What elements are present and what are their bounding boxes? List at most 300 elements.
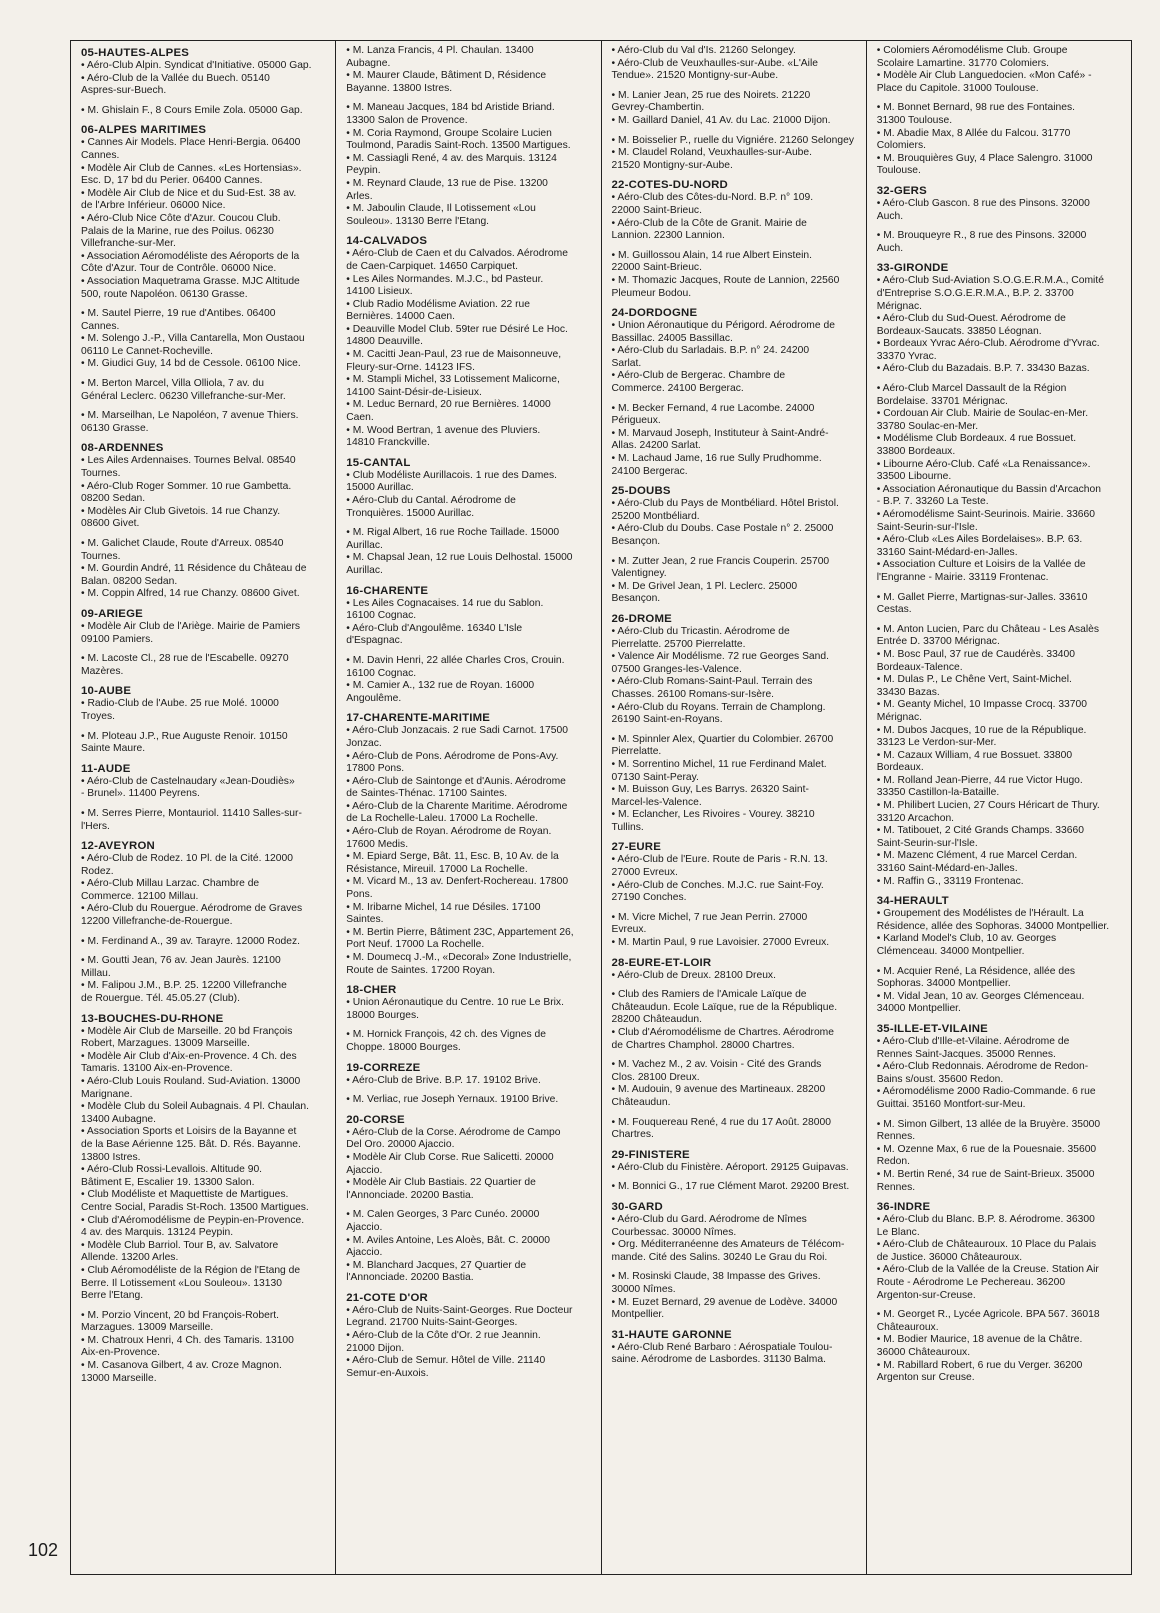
entry-line: Allende. 13200 Arles. — [81, 1252, 179, 1264]
department-heading: 26-DROME — [611, 612, 672, 625]
entry-line: Clos. 28100 Dreux. — [611, 1071, 700, 1083]
entry-line: 4 av. des Marquis. 13124 Peypin. — [81, 1227, 234, 1239]
entry-line: Colomiers. — [876, 140, 926, 152]
entry-line: • Modélisme Club Bordeaux. 4 rue Bossuet. — [876, 433, 1077, 445]
entry-group — [877, 45, 1125, 95]
entry-line: Scolaire Lamartine. 31770 Colomiers. — [876, 57, 1050, 69]
entry-line: • Modèle Club du Soleil Aubagnais. 4 Pl. Chaulan. — [81, 1101, 309, 1113]
entry-group — [877, 198, 1125, 223]
entry-line: Aspres-sur-Buech. — [81, 85, 167, 97]
entry-line: Pierrelatte. 25700 Pierrelatte. — [611, 638, 746, 650]
entry-group — [612, 90, 860, 128]
entry-line: 24100 Bergerac. — [611, 465, 688, 477]
entry-line: • Association Aéronautique du Bassin d'Arcachon — [876, 483, 1101, 495]
entry-line: Rennes Saint-Jacques. 35000 Rennes. — [876, 1048, 1056, 1060]
entry-line: 18000 Bourges. — [346, 1009, 419, 1021]
entry-group — [877, 102, 1125, 178]
entry-line: • Aéro-Club de Rodez. 10 Pl. de la Cité. 12000 — [81, 853, 293, 865]
entry-line: • M. Leduc Bernard, 20 rue Bernières. 14000 — [346, 399, 551, 411]
entry-line: Saint-Seurin-sur-l'Isle. — [876, 837, 978, 849]
entry-line: • M. Solengo J.-P., Villa Cantarella, Mon Oustaou — [81, 333, 305, 345]
entry-line: • Modèle Air Club de Marseille. 20 bd François — [81, 1025, 293, 1037]
entry-line: • M. Davin Henri, 22 allée Charles Cros, Crouin. — [346, 654, 565, 666]
entry-line: Pleumeur Bodou. — [611, 287, 692, 299]
entry-line: • M. Goutti Jean, 76 av. Jean Jaurès. 12100 — [81, 955, 281, 967]
entry-line: • Club Aéromodéliste de la Région de l'Etang de — [81, 1264, 301, 1276]
department-heading: 13-BOUCHES-DU-RHONE — [81, 1012, 224, 1025]
entry-group — [81, 776, 329, 801]
entry-group — [81, 955, 329, 1005]
entry-line: Saintes. — [346, 914, 384, 926]
entry-line: • M. Rosinski Claude, 38 Impasse des Grives. — [611, 1271, 821, 1283]
entry-line: Bains s/oust. 35600 Redon. — [876, 1073, 1004, 1085]
entry-line: • Aéro-Club du Finistère. Aéroport. 29125 Guipavas. — [611, 1161, 849, 1173]
entry-line: • M. Claudel Roland, Veuxhaulles-sur-Aube. — [611, 147, 812, 159]
entry-line: 13000 Marseille. — [81, 1372, 157, 1384]
entry-line: • Aéro-Club Alpin. Syndicat d'Initiative. 05000 Gap. — [81, 60, 312, 71]
entry-line: • Aéro-Club de Saintonge et d'Aunis. Aérodrome — [346, 775, 566, 787]
entry-line: 21520 Montigny-sur-Aube. — [611, 159, 733, 171]
entry-line: • M. Calen Georges, 3 Parc Cunéo. 20000 — [346, 1209, 540, 1221]
entry-line: • Aéro-Club du Gard. Aérodrome de Nîmes — [611, 1213, 807, 1225]
entry-line: Bassillac. 24005 Bassillac. — [611, 332, 733, 344]
department-heading: 11-AUDE — [81, 762, 131, 775]
entry-line: • Les Ailes Cognacaises. 14 rue du Sablon. — [346, 597, 544, 609]
entry-line: Cannes. — [81, 320, 120, 332]
entry-line: • Groupement des Modélistes de l'Hérault. La — [876, 908, 1084, 920]
entry-line: • Aéro-Club de l'Eure. Route de Paris - R.N. 13. — [611, 854, 828, 866]
entry-line: • M. Bonnet Bernard, 98 rue des Fontaines. — [876, 102, 1075, 114]
entry-group — [346, 45, 594, 95]
entry-group — [81, 105, 329, 118]
entry-line: • M. Reynard Claude, 13 rue de Pise. 13200 — [346, 177, 548, 189]
entry-line: Clémenceau. 34000 Montpellier. — [876, 946, 1025, 957]
entry-group — [612, 250, 860, 300]
entry-line: • Aéro-Club du Bazadais. B.P. 7. 33430 Bazas. — [876, 363, 1090, 375]
entry-line: Bayanne. 13800 Istres. — [346, 82, 453, 94]
entry-line: Toulouse. — [876, 165, 921, 177]
entry-line: Sophoras. 34000 Montpellier. — [876, 978, 1011, 990]
entry-group — [81, 698, 329, 723]
entry-line: 33350 Castillon-la-Bataille. — [876, 787, 1000, 799]
entry-line: Guittai. 35160 Montfort-sur-Meu. — [876, 1098, 1026, 1110]
entry-line: Commerce. 12100 Millau. — [81, 890, 199, 902]
entry-line: • M. Coppin Alfred, 14 rue Chanzy. 08600 Givet. — [81, 588, 300, 600]
entry-line: • M. Stampli Michel, 33 Lotissement Malicorne, — [346, 374, 560, 386]
department-heading: 05-HAUTES-ALPES — [81, 47, 190, 59]
entry-line: • M. Martin Paul, 9 rue Lavoisier. 27000 Evreux. — [611, 937, 830, 949]
entry-line: 13400 Aubagne. — [81, 1113, 157, 1125]
entry-line: Tournes. — [81, 468, 121, 480]
entry-line: Marignane. — [81, 1088, 133, 1100]
entry-line: Tournes. — [81, 550, 121, 562]
entry-line: Caen. — [346, 412, 374, 424]
entry-line: 31300 Toulouse. — [876, 114, 953, 126]
entry-group — [81, 1310, 329, 1386]
entry-group — [81, 1026, 329, 1303]
entry-line: Tamaris. 13100 Aix-en-Provence. — [81, 1063, 233, 1075]
entry-line: 14100 Lisieux. — [346, 286, 413, 298]
entry-line: • M. Jaboulin Claude, Il Lotissement «Lou — [346, 203, 536, 215]
entry-line: • Club des Ramiers de l'Amicale Laïque de — [611, 989, 807, 1001]
entry-line: l'Annonciade. 20200 Bastia. — [346, 1189, 474, 1201]
entry-group — [612, 403, 860, 479]
entry-line: l'Hers. — [81, 820, 110, 832]
entry-line: Choppe. 18000 Bourges. — [346, 1041, 461, 1053]
entry-line: de La Rochelle-Laleu. 17000 La Rochelle. — [346, 813, 539, 825]
entry-line: 33123 Le Verdon-sur-Mer. — [876, 737, 997, 749]
entry-line: Route - Aérodrome Le Pechereau. 36200 — [876, 1277, 1066, 1289]
entry-line: • Aéro-Club «Les Ailes Bordelaises». B.P. 63. — [876, 534, 1083, 546]
entry-line: • Aéro-Club de Dreux. 28100 Dreux. — [611, 969, 776, 981]
entry-line: Berre l'Etang. — [81, 1290, 144, 1302]
entry-line: • Club d'Aéromodélisme de Chartres. Aérodrome — [611, 1027, 834, 1038]
entry-line: • M. Chatroux Henri, 4 Ch. des Tamaris. 13100 — [81, 1334, 294, 1346]
entry-group — [346, 1127, 594, 1203]
entry-line: 13800 Istres. — [81, 1151, 141, 1163]
entry-line: Bordeaux. — [876, 762, 924, 774]
entry-group — [346, 1094, 594, 1107]
entry-line: Gevrey-Chambertin. — [611, 102, 705, 114]
entry-line: de Rouergue. Tél. 45.05.27 (Club). — [81, 993, 240, 1005]
entry-line: Esc. D, 17 bd du Perier. 06400 Cannes. — [81, 175, 263, 187]
entry-line: Ajaccio. — [346, 1247, 383, 1259]
entry-line: • Aéro-Club du Blanc. B.P. 8. Aérodrome. 36300 — [876, 1214, 1095, 1226]
entry-line: Marzagues. 13009 Marseille. — [81, 1322, 214, 1334]
entry-line: • M. Berton Marcel, Villa Olliola, 7 av. du — [81, 378, 264, 390]
entry-line: • Les Ailes Normandes. M.J.C., bd Pasteur. — [346, 273, 544, 285]
department-heading: 09-ARIEGE — [81, 607, 143, 620]
entry-line: • Aéro-Club de la Corse. Aérodrome de Campo — [346, 1126, 561, 1138]
column-3 — [601, 41, 866, 1574]
entry-line: Pierrelatte. — [611, 746, 662, 758]
entry-line: • M. Doumecq J.-M., «Decoral» Zone Industrielle, — [346, 952, 572, 963]
entry-group — [81, 731, 329, 756]
department-heading: 06-ALPES MARITIMES — [81, 124, 207, 137]
entry-line: Allas. 24200 Sarlat. — [611, 440, 701, 452]
entry-group — [346, 1209, 594, 1285]
entry-group — [877, 966, 1125, 1016]
entry-line: • M. Abadie Max, 8 Allée du Falcou. 31770 — [876, 127, 1071, 139]
department-heading: 15-CANTAL — [346, 456, 411, 469]
entry-line: Balan. 08200 Sedan. — [81, 575, 178, 587]
entry-line: • M. Raffin G., 33119 Frontenac. — [876, 875, 1024, 887]
entry-line: Châteaudun. — [611, 1096, 671, 1108]
entry-line: • M. Dulas P., Le Chêne Vert, Saint-Michel. — [876, 674, 1072, 686]
entry-line: • M. Georget R., Lycée Agricole. BPA 567. 36018 — [876, 1309, 1100, 1321]
entry-group — [346, 1029, 594, 1054]
entry-line: • M. Galichet Claude, Route d'Arreux. 08540 — [81, 538, 284, 549]
entry-line: - B.P. 7. 33260 La Teste. — [876, 496, 989, 508]
entry-line: • Aéro-Club de Semur. Hôtel de Ville. 21140 — [346, 1355, 546, 1367]
entry-line: • Aéro-Club de Bergerac. Chambre de — [611, 370, 786, 382]
entry-line: de l'Arbre Inférieur. 06000 Nice. — [81, 200, 226, 212]
entry-line: Route de Saintes. 17200 Royan. — [346, 964, 496, 976]
entry-line: • Aéro-Club du Sarladais. B.P. n° 24. 24200 — [611, 345, 810, 357]
entry-group — [612, 45, 860, 83]
entry-line: Aurillac. — [346, 564, 383, 576]
entry-line: de Chartres Champhol. 28000 Chartres. — [611, 1039, 795, 1051]
department-heading: 21-COTE D'OR — [346, 1291, 428, 1304]
entry-line: • M. Sautel Pierre, 19 rue d'Antibes. 06400 — [81, 308, 276, 320]
entry-line: • Aéro-Club Nice Côte d'Azur. Coucou Club. — [81, 212, 281, 224]
entry-line: 500, route Napoléon. 06130 Grasse. — [81, 288, 248, 300]
entry-line: • Aéro-Club du Sud-Ouest. Aérodrome de — [876, 313, 1066, 325]
entry-group — [346, 527, 594, 577]
entry-line: • Aéro-Club du Tricastin. Aérodrome de — [611, 625, 790, 637]
entry-line: Bernières. 14000 Caen. — [346, 311, 456, 323]
entry-line: • M. Cazaux William, 4 rue Bossuet. 33800 — [876, 749, 1073, 761]
entry-line: • M. Guillossou Alain, 14 rue Albert Einstein. — [611, 249, 812, 261]
entry-line: Mérignac. — [876, 300, 922, 312]
entry-line: • M. Maurer Claude, Bâtiment D, Résidence — [346, 70, 547, 82]
entry-line: • M. Epiard Serge, Bât. 11, Esc. B, 10 Av. de la — [346, 851, 559, 863]
entry-line: • Aéro-Club Sud-Aviation S.O.G.E.R.M.A., Comité — [876, 275, 1104, 287]
entry-line: Bâtiment E, Escalier 19. 13300 Salon. — [81, 1176, 255, 1188]
entry-line: • M. Simon Gilbert, 13 allée de la Bruyère. 35000 — [876, 1118, 1101, 1130]
department-heading: 19-CORREZE — [346, 1061, 421, 1074]
entry-line: • Modèle Air Club Bastiais. 22 Quartier de — [346, 1177, 536, 1189]
entry-line: • M. Thomazic Jacques, Route de Lannion, 22560 — [611, 274, 840, 286]
entry-line: • Modèle Air Club Languedocien. «Mon Café» - — [876, 70, 1092, 82]
entry-line: • Aéro-Club du Rouergue. Aérodrome de Graves — [81, 903, 303, 915]
entry-line: Auch. — [876, 210, 904, 222]
entry-group — [612, 912, 860, 950]
entry-line: Jonzac. — [346, 737, 382, 749]
department-heading: 12-AVEYRON — [81, 840, 155, 853]
entry-line: • M. Spinnler Alex, Quartier du Colombier. 26700 — [611, 733, 834, 745]
entry-line: 36000 Châteauroux. — [876, 1347, 971, 1359]
entry-line: Evreux. — [611, 924, 647, 936]
entry-line: 26190 Saint-en-Royans. — [611, 714, 723, 726]
entry-group — [81, 308, 329, 371]
entry-line: • Club Modéliste et Maquettiste de Martigues. — [81, 1189, 289, 1201]
entry-line: • Aéro-Club Marcel Dassault de la Région — [876, 383, 1067, 395]
entry-line: Cestas. — [876, 604, 912, 616]
entry-group — [81, 936, 329, 949]
entry-line: Montpellier. — [611, 1309, 665, 1321]
entry-line: • Aéro-Club du Royans. Terrain de Champlong. — [611, 701, 826, 713]
entry-line: Semur-en-Auxois. — [346, 1367, 429, 1379]
entry-group — [877, 1036, 1125, 1112]
entry-line: 33160 Saint-Médard-en-Jalles. — [876, 546, 1018, 558]
entry-group — [612, 1342, 860, 1367]
entry-line: 17800 Pons. — [346, 763, 405, 775]
entry-line: • M. Cassiagli René, 4 av. des Marquis. 13124 — [346, 152, 557, 164]
entry-line: • Deauville Model Club. 59ter rue Désiré Le Hoc. — [346, 323, 568, 335]
entry-line: Mérignac. — [876, 711, 922, 723]
entry-line: Bordelaise. 33701 Mérignac. — [876, 395, 1008, 407]
entry-line: • M. Rabillard Robert, 6 rue du Verger. 36200 — [876, 1359, 1083, 1371]
entry-group — [877, 592, 1125, 617]
department-heading: 34-HERAULT — [876, 895, 949, 908]
entry-line: • Club d'Aéromodélisme de Peypin-en-Provence. — [81, 1214, 305, 1226]
entry-group — [877, 275, 1125, 376]
entry-line: 13300 Salon de Provence. — [346, 114, 468, 126]
entry-line: • Modèle Air Club de l'Ariège. Mairie de Pamiers — [81, 620, 301, 632]
page-number: 102 — [28, 1540, 59, 1560]
entry-line: d'Entreprise S.O.G.E.R.M.A., B.P. 2. 33700 — [876, 287, 1074, 299]
entry-line: • Association Sports et Loisirs de la Bayanne et — [81, 1126, 297, 1138]
entry-line: • Aéro-Club de Châteauroux. 10 Place du Palais — [876, 1239, 1097, 1251]
entry-line: • M. Anton Lucien, Parc du Château - Les Asalès — [876, 623, 1100, 635]
entry-group — [81, 653, 329, 678]
entry-line: Courbessac. 30000 Nîmes. — [611, 1226, 737, 1238]
entry-line: Angoulême. — [346, 692, 402, 704]
entry-line: Mazères. — [81, 665, 124, 677]
entry-line: Saint-Seurin-sur-l'Isle. — [876, 521, 978, 533]
entry-line: Pons. — [346, 889, 373, 901]
entry-line: • Aéro-Club Gascon. 8 rue des Pinsons. 32000 — [876, 197, 1090, 209]
entry-line: • M. Vicard M., 13 av. Denfert-Rochereau. 17800 — [346, 876, 569, 888]
entry-line: • Aéro-Club René Barbaro : Aérospatiale Toulou- — [611, 1341, 833, 1353]
entry-line: Cannes. — [81, 149, 120, 161]
entry-line: de la Base Aérienne 125. Bât. D. Rés. Bayanne. — [81, 1138, 301, 1150]
entry-line: • M. Wood Bertran, 1 avenue des Pluviers. — [346, 424, 541, 436]
entry-line: • Aéro-Club de Brive. B.P. 17. 19102 Brive. — [346, 1074, 541, 1086]
entry-line: • Modèle Air Club Corse. Rue Salicetti. 20000 — [346, 1151, 554, 1163]
entry-line: • Aéro-Club de la Vallée du Buech. 05140 — [81, 72, 270, 84]
entry-line: • M. Mazenc Clément, 4 rue Marcel Cerdan. — [876, 850, 1078, 862]
entry-line: de Saintes-Thénac. 17100 Saintes. — [346, 788, 508, 800]
entry-line: Rennes. — [876, 1181, 916, 1193]
entry-line: • Aéro-Club Jonzacais. 2 rue Sadi Carnot. 17500 — [346, 725, 568, 737]
entry-line: Périgueux. — [611, 415, 661, 427]
entry-group — [877, 624, 1125, 888]
entry-line: • M. Rigal Albert, 16 rue Roche Taillade. 15000 — [346, 527, 560, 539]
entry-line: mande. Cité des Salins. 30240 Le Grau du Roi. — [611, 1251, 828, 1263]
department-heading: 29-FINISTERE — [611, 1148, 690, 1161]
entry-line: Centre Social, Paradis St-Roch. 13500 Martigues. — [81, 1201, 309, 1213]
entry-group — [612, 734, 860, 835]
entry-line: • M. Vidal Jean, 10 av. Georges Clémenceau. — [876, 990, 1085, 1002]
entry-line: • M. Blanchard Jacques, 27 Quartier de — [346, 1259, 527, 1271]
department-heading: 22-COTES-DU-NORD — [611, 179, 728, 192]
department-heading: 25-DOUBS — [611, 485, 671, 498]
entry-line: Marcel-les-Valence. — [611, 796, 702, 808]
entry-line: 33120 Arcachon. — [876, 812, 955, 824]
entry-line: Arles. — [346, 190, 373, 202]
entry-line: saine. Aérodrome de Lasbordes. 31130 Balma. — [611, 1354, 826, 1366]
entry-line: • Aéro-Club de Caen et du Calvados. Aérodrome — [346, 248, 568, 260]
entry-line: • Aéro-Club de la Côte d'Or. 2 rue Jeannin. — [346, 1330, 541, 1342]
entry-line: • M. Euzet Bernard, 29 avenue de Lodève. 34000 — [611, 1296, 838, 1308]
entry-line: Auch. — [876, 242, 904, 254]
entry-line: • M. Zutter Jean, 2 rue Francis Couperin. 25700 — [611, 555, 830, 567]
entry-line: • M. Audouin, 9 avenue des Martineaux. 28200 — [611, 1084, 826, 1096]
entry-group — [612, 1059, 860, 1109]
entry-line: Millau. — [81, 967, 111, 979]
department-heading: 24-DORDOGNE — [611, 307, 698, 320]
entry-line: • Modèle Air Club de Cannes. «Les Hortensias». — [81, 162, 302, 174]
entry-line: Rennes. — [876, 1131, 916, 1143]
entry-line: 14810 Franckville. — [346, 437, 430, 449]
entry-line: 33430 Bazas. — [876, 686, 940, 698]
entry-line: • Aéro-Club du Val d'Is. 21260 Selongey. — [611, 45, 796, 56]
entry-line: Côte d'Azur. Tour de Contrôle. 06000 Nice. — [81, 263, 277, 275]
entry-line: • M. Falipou J.M., B.P. 25. 12200 Villefranche — [81, 980, 287, 992]
entry-line: • Aéro-Club Redonnais. Aérodrome de Redon- — [876, 1061, 1089, 1073]
entry-group — [346, 102, 594, 228]
entry-group — [612, 320, 860, 396]
entry-line: • Bordeaux Yvrac Aéro-Club. Aérodrome d'Yvrac. — [876, 338, 1100, 350]
entry-line: • Org. Méditerranéenne des Amateurs de Télécom- — [611, 1239, 845, 1251]
entry-line: 14800 Deauville. — [346, 336, 423, 348]
entry-group — [346, 655, 594, 705]
entry-group — [81, 538, 329, 601]
entry-group — [81, 808, 329, 833]
entry-line: • M. De Grivel Jean, 1 Pl. Leclerc. 25000 — [611, 580, 798, 592]
entry-line: • M. Bonnici G., 17 rue Clément Marot. 29200 Brest. — [611, 1181, 850, 1193]
entry-line: • Colomiers Aéromodélisme Club. Groupe — [876, 45, 1068, 56]
entry-line: 08200 Sedan. — [81, 493, 146, 505]
entry-line: Châteauroux. — [876, 1321, 939, 1333]
entry-line: Tullins. — [611, 821, 644, 833]
column-2 — [335, 41, 600, 1574]
entry-line: Chartres. — [611, 1129, 654, 1141]
entry-line: 27190 Conches. — [611, 892, 687, 904]
entry-line: • M. Brouqueyre R., 8 rue des Pinsons. 32000 — [876, 230, 1087, 242]
entry-line: • Libourne Aéro-Club. Café «La Renaissance». — [876, 458, 1091, 470]
entry-line: Toulmond, Paradis Saint-Roch. 13500 Martigues. — [346, 140, 571, 152]
entry-group — [612, 1271, 860, 1321]
entry-line: • Valence Air Modélisme. 72 rue Georges Sand. — [611, 651, 829, 663]
entry-line: Fleury-sur-Orne. 14123 IFS. — [346, 361, 476, 373]
entry-group — [612, 1214, 860, 1264]
department-heading: 08-ARDENNES — [81, 442, 164, 455]
entry-group — [81, 455, 329, 531]
entry-line: Port Neuf. 17000 La Rochelle. — [346, 939, 485, 951]
entry-line: • Union Aéronautique du Centre. 10 rue Le Brix. — [346, 997, 564, 1009]
department-heading: 20-CORSE — [346, 1113, 405, 1126]
entry-line: Robert, Marzagues. 13009 Marseille. — [81, 1038, 250, 1050]
entry-line: 28200 Châteaudun. — [611, 1014, 702, 1026]
entry-line: l'Engranne - Mairie. 33119 Frontenac. — [876, 571, 1049, 583]
entry-line: • Cordouan Air Club. Mairie de Soulac-en-Mer. — [876, 408, 1089, 420]
department-heading: 17-CHARENTE-MARITIME — [346, 712, 491, 725]
column-4 — [866, 41, 1131, 1574]
entry-line: • Aéro-Club Roger Sommer. 10 rue Gambetta. — [81, 480, 292, 492]
entry-line: Bordeaux-Saucats. 33850 Léognan. — [876, 325, 1042, 337]
entry-line: 33780 Soulac-en-Mer. — [876, 420, 979, 432]
entry-line: • Association Culture et Loisirs de la Vallée de — [876, 559, 1086, 571]
entry-line: Legrand. 21700 Nuits-Saint-Georges. — [346, 1317, 518, 1329]
entry-line: Sainte Maure. — [81, 743, 146, 755]
entry-line: • M. Ferdinand A., 39 av. Tarayre. 12000 Rodez. — [81, 935, 301, 947]
entry-line: • Aéro-Club Romans-Saint-Paul. Terrain des — [611, 676, 813, 688]
entry-line: 09100 Pamiers. — [81, 633, 154, 645]
entry-group — [346, 470, 594, 520]
entry-group — [612, 854, 860, 904]
department-heading: 10-AUBE — [81, 685, 132, 698]
entry-line: • Association Aéromodéliste des Aéroports de la — [81, 250, 300, 262]
entry-line: 14100 Saint-Désir-de-Lisieux. — [346, 386, 482, 398]
entry-line: Aix-en-Provence. — [81, 1347, 160, 1359]
entry-line: 08600 Givet. — [81, 518, 140, 530]
entry-line: • M. Eclancher, Les Rivoires - Vourey. 38210 — [611, 809, 815, 821]
entry-line: • M. Chapsal Jean, 12 rue Louis Delhostal. 15000 — [346, 552, 573, 564]
entry-line: 15000 Aurillac. — [346, 482, 414, 494]
entry-line: Châteaudun. Ecole Laïque, rue de la République. — [611, 1001, 838, 1013]
entry-line: Berre. Il Lotissement «Lou Souleou». 13130 — [81, 1277, 282, 1289]
entry-line: • M. Ozenne Max, 6 rue de la Pouesnaie. 35600 — [876, 1143, 1097, 1155]
entry-group — [612, 1181, 860, 1194]
entry-line: • M. Coria Raymond, Groupe Scolaire Lucien — [346, 127, 552, 139]
entry-line: Redon. — [876, 1156, 910, 1168]
entry-line: • Aéro-Club de Conches. M.J.C. rue Saint-Foy. — [611, 879, 824, 891]
entry-line: • M. Lachaud Jame, 16 rue Sully Prudhomme. — [611, 453, 822, 465]
entry-group — [81, 410, 329, 435]
